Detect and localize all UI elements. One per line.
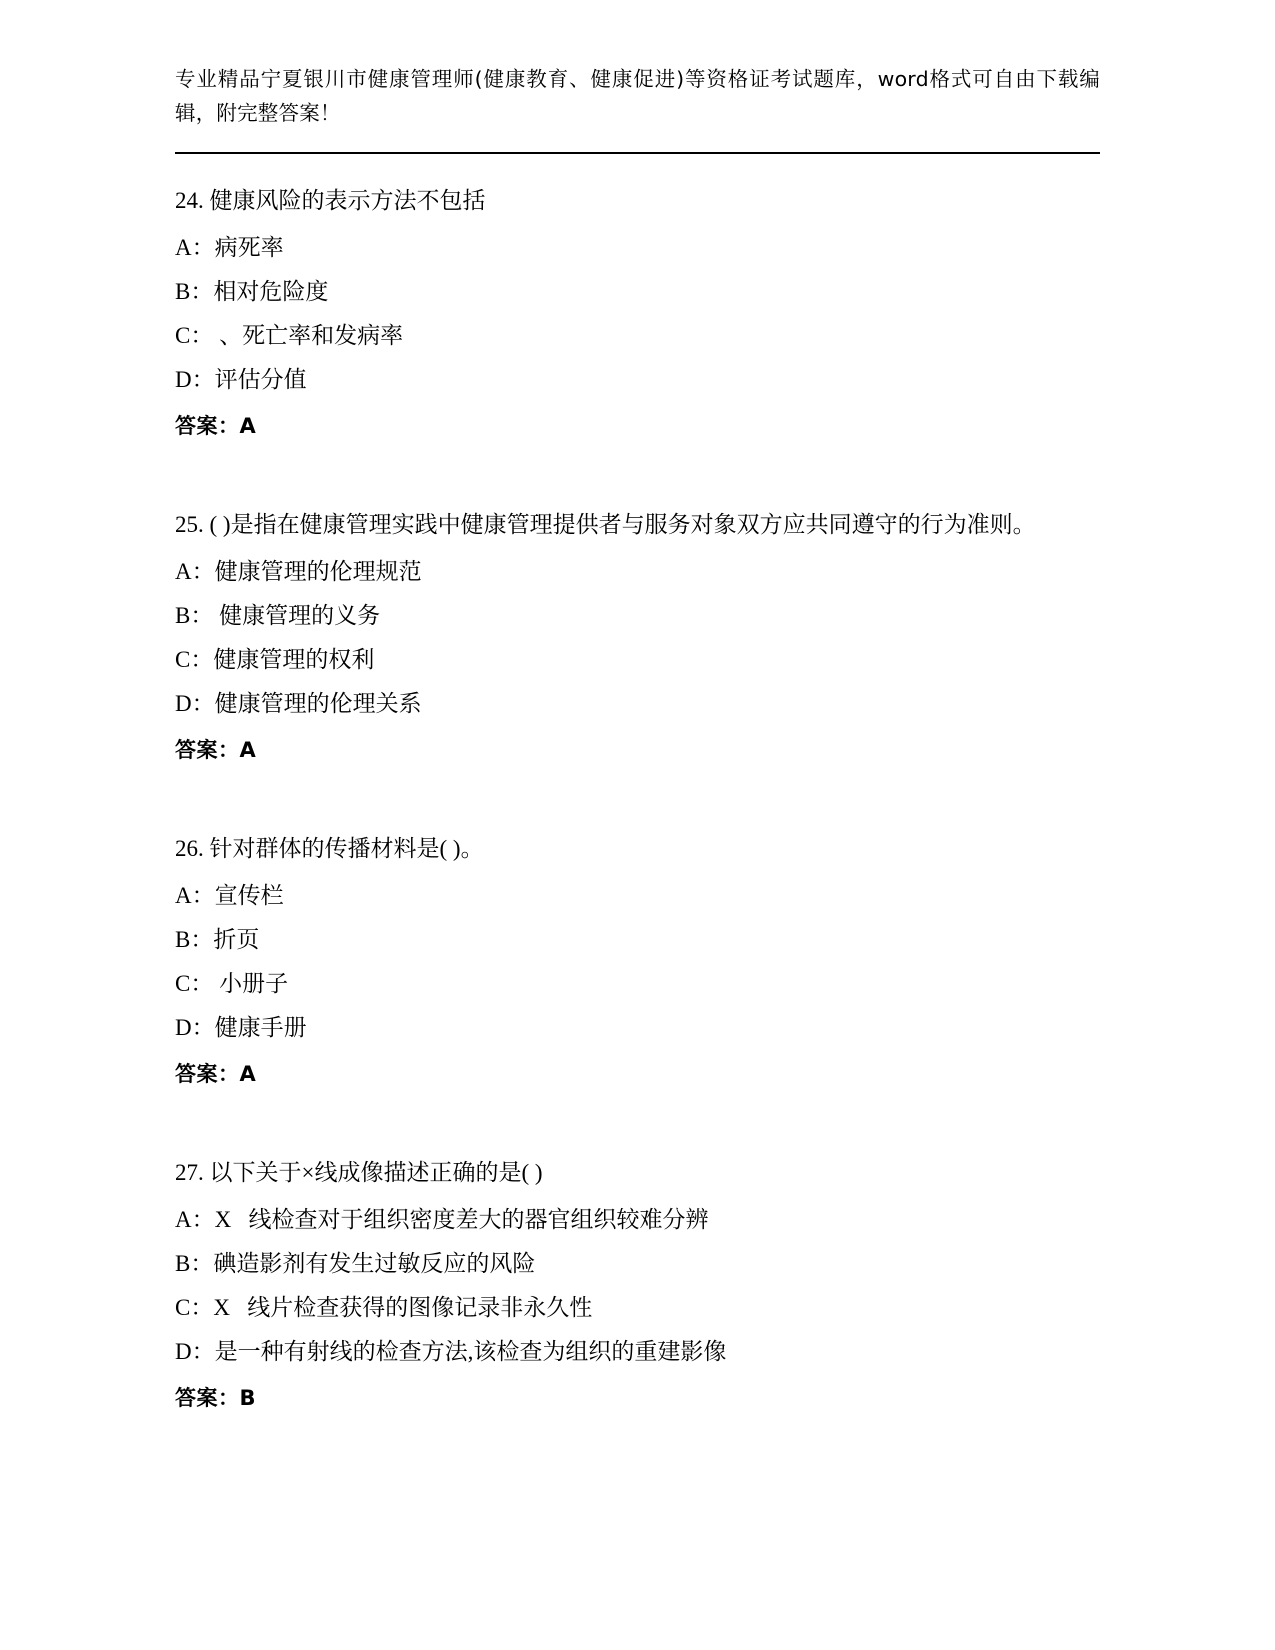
answer-line: 答案：A [175,738,257,762]
answer-line: 答案：A [175,414,257,438]
question-option: C：X 线片检查获得的图像记录非永久性 [175,1295,593,1320]
question-block [175,504,1100,772]
question-option: B：折页 [175,927,260,952]
question-option: B：相对危险度 [175,279,329,304]
header-divider [175,152,1100,154]
question-stem: 27. 以下关于×线成像描述正确的是( ) [175,1160,543,1185]
question-option: B：碘造影剂有发生过敏反应的风险 [175,1251,536,1276]
question-stem: 25. ( )是指在健康管理实践中健康管理提供者与服务对象双方应共同遵守的行为准则。 [175,512,1036,537]
question-option: C：健康管理的权利 [175,647,375,672]
answer-line: 答案：A [175,1062,257,1086]
question-option: B： 健康管理的义务 [175,603,381,628]
question-option: D：是一种有射线的检查方法,该检查为组织的重建影像 [175,1339,727,1364]
question-option: A：X 线检查对于组织密度差大的器官组织较难分辨 [175,1207,709,1232]
question-stem: 24. 健康风险的表示方法不包括 [175,188,486,213]
question-block [175,180,1100,448]
question-option: C： 、死亡率和发病率 [175,323,404,348]
question-stem: 26. 针对群体的传播材料是( )。 [175,836,484,861]
question-option: A：病死率 [175,235,284,260]
question-option: D：健康手册 [175,1015,307,1040]
question-option: D：健康管理的伦理关系 [175,691,422,716]
question-option: A：健康管理的伦理规范 [175,559,422,584]
question-option: A：宣传栏 [175,883,284,908]
question-option: D：评估分值 [175,367,307,392]
page-header: 专业精品宁夏银川市健康管理师(健康教育、健康促进)等资格证考试题库，word格式可自由下载编辑，附完整答案！ [175,67,1100,125]
answer-line: 答案：B [175,1386,257,1410]
question-block [175,828,1100,1096]
question-option: C： 小册子 [175,971,289,996]
question-block [175,1152,1100,1420]
